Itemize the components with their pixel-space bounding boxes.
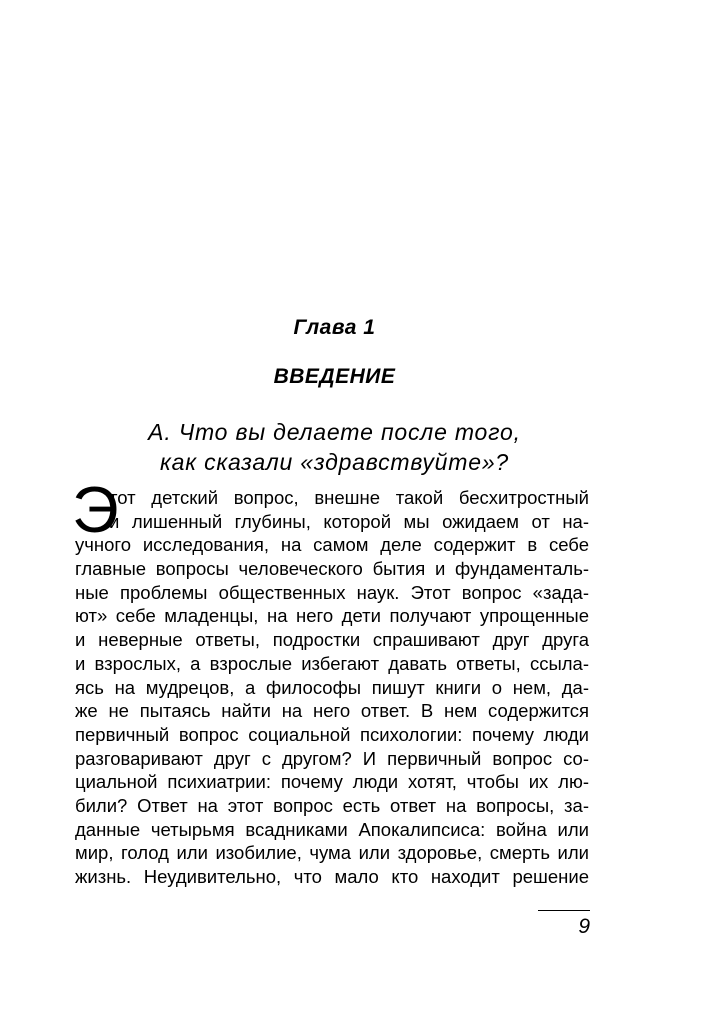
section-heading-line-1: А. Что вы делаете после того, [148, 419, 521, 445]
text-line: и неверные ответы, подростки спрашивают друг друга [75, 629, 589, 651]
drop-cap: Э [72, 473, 119, 546]
page-number: 9 [578, 915, 590, 938]
text-line: ют» себе младенцы, на него дети получают упрощенные [75, 605, 589, 627]
text-line: и лишенный глубины, которой мы ожидаем от на- [109, 510, 589, 532]
text-line: и взрослых, а взрослые избегают давать ответы, ссыла- [75, 652, 589, 674]
section-heading [0, 417, 669, 477]
chapter-label: Глава 1 [293, 316, 376, 339]
text-line: ясь на мудрецов, а философы пишут книги о нем, да- [75, 676, 589, 698]
text-line: главные вопросы человеческого бытия и фундаменталь- [75, 558, 589, 580]
footer-rule [538, 910, 590, 911]
text-line: тот детский вопрос, внешне такой бесхитростный [109, 487, 589, 508]
text-line: циальной психиатрии: почему люди хотят, чтобы их лю- [75, 771, 589, 793]
text-line: учного исследования, на самом деле содержит в себе [75, 534, 589, 556]
body-paragraph [75, 486, 589, 889]
text-line: данные четырьмя всадниками Апокалипсиса: война или [75, 818, 589, 840]
text-line: разговаривают друг с другом? И первичный вопрос со- [75, 747, 589, 769]
text-line: жизнь. Неудивительно, что мало кто находит решение [75, 866, 589, 887]
text-line: мир, голод или изобилие, чума или здоровье, смерть или [75, 842, 589, 864]
section-heading-line-2: как сказали «здравствуйте»? [159, 449, 509, 475]
text-line: первичный вопрос социальной психологии: почему люди [75, 723, 589, 745]
text-line: били? Ответ на этот вопрос есть ответ на вопросы, за- [75, 794, 589, 816]
chapter-title: ВВЕДЕНИЕ [273, 365, 396, 388]
text-line: же не пытаясь найти на него ответ. В нем содержится [75, 700, 589, 722]
text-line: ные проблемы общественных наук. Этот вопрос «зада- [75, 581, 589, 603]
